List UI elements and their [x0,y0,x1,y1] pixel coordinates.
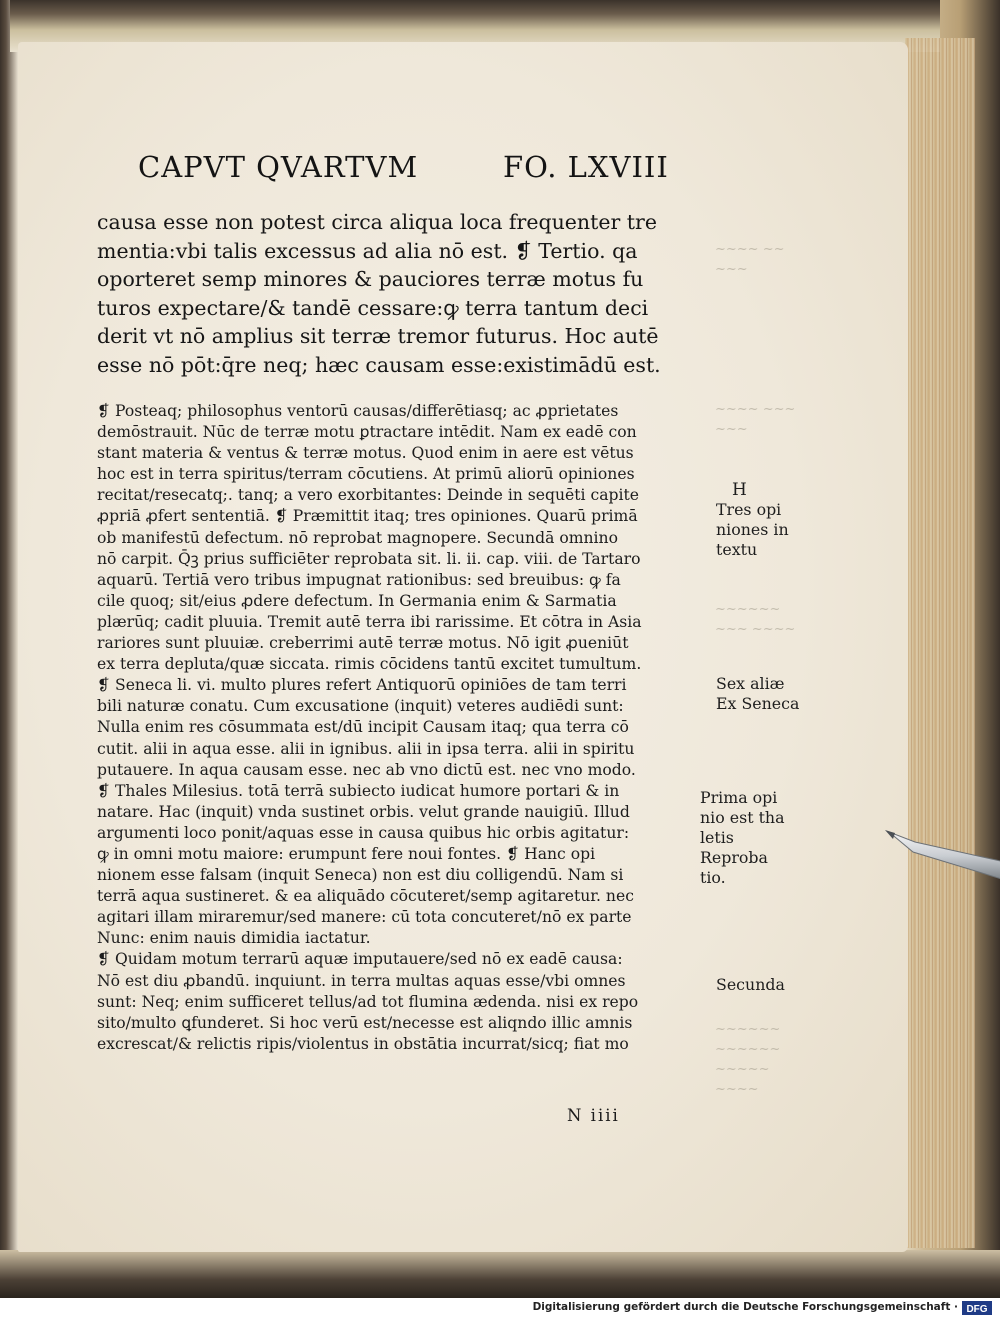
bleed-through-text: ~~~~~~ ~~~ ~~~~ [715,602,796,637]
text-line: excrescat/& relictis ripis/violentus in obstātia incurrat/sicq; fiat mo [97,1034,629,1053]
text-line: rariores sunt pluuiæ. creberrimi autē terræ motus. Nō igit ꝓueniūt [97,634,629,653]
margin-note-line: Reproba [700,848,768,867]
text-line: ❡ Seneca li. vi. multo plures refert Antiquorū opiniōes de tam terri [97,676,627,695]
text-line: ❡ Quidam motum terrarū aquæ imputauere/sed nō ex eadē causa: [97,950,623,969]
text-line: putauere. In aqua causam esse. nec ab vno dictū est. nec vno modo. [97,760,636,779]
text-line: sunt: Neq; enim sufficeret tellus/ad tot flumina ædenda. nisi ex repo [97,992,639,1011]
text-line: ob manifestū defectum. nō reprobat magnopere. Secundā omnino [97,528,618,547]
text-line: ꝓpriā ꝓfert sententiā. ❡ Præmittit itaq; tres opiniones. Quarū primā [97,507,638,526]
text-line: argumenti loco ponit/aquas esse in causa quibus hic orbis agitatur: [97,823,630,842]
dfg-logo-icon [962,1301,992,1315]
text-line: turos expectare/& tandē cessare:ꝙ terra tantum deci [97,295,649,320]
margin-letter-h: H [732,480,747,500]
text-line: nionem esse falsam (inquit Seneca) non est diu colligendū. Nam si [97,866,624,885]
footer-bar [0,1298,1000,1319]
margin-note-line: Sex aliæ [716,674,785,693]
dfg-logo-text: DFG [966,1304,988,1315]
margin-note-line: Tres opi [716,500,782,519]
book-bottom-shadow [0,1250,1000,1298]
chapter-title: CAPVT QVARTVM [138,150,419,184]
margin-note-line: textu [716,540,758,559]
text-line: mentia:vbi talis excessus ad alia nō est. ❡ Tertio. qa [97,238,638,263]
text-line: bili naturæ conatu. Cum excusatione (inquit) veteres audiēdi sunt: [97,697,624,716]
text-line: cile quoq; sit/eius ꝓdere defectum. In Germania enim & Sarmatia [97,591,617,610]
margin-note-tres-opiniones [716,500,789,560]
bleed-through-text: ~~~~ ~~~ ~~~ [715,402,796,437]
footer-credit: Digitalisierung gefördert durch die Deutsche Forschungsgemeinschaft · [532,1301,958,1313]
text-line: sito/multo ꝗfunderet. Si hoc verū est/necesse est aliqndo illic amnis [97,1013,633,1032]
text-line: Nulla enim res cōsummata est/dū incipit Causam itaq; qua terra cō [97,718,629,737]
text-line: oporteret semp minores & pauciores terræ motus fu [97,267,644,292]
margin-note-sex-aliae [716,674,799,714]
margin-note-secunda: Secunda [716,975,785,994]
text-line: demōstrauit. Nūc de terræ motu ꝑtractare intēdit. Nam ex eadē con [97,423,637,442]
text-line: Nunc: enim nauis dimidia iactatur. [97,929,371,948]
text-line: causa esse non potest circa aliqua loca frequenter tre [97,210,657,234]
text-line: hoc est in terra spiritus/terram cōcutiens. At primū aliorū opiniones [97,465,635,484]
margin-note-line: tio. [700,868,726,887]
text-line: terrā aqua sustineret. & ea aliquādo cōcuteret/semp agitaretur. nec [97,887,634,906]
page-edges [905,38,975,1248]
margin-note-line: niones in [716,520,789,539]
text-line: Nō est diu ꝓbandū. inquiunt. in terra multas aquas esse/vbi omnes [97,971,626,990]
signature-mark: N iiii [567,1106,620,1125]
text-line: stant materia & ventus & terræ motus. Quod enim in aere est vētus [97,444,634,463]
commentary-text [97,401,697,1055]
margin-note-line: Ex Seneca [716,694,800,713]
bleed-through-text: ~~~~~~ ~~~~~~ ~~~~~ ~~~~ [715,1022,781,1097]
text-line: aquarū. Tertiā vero tribus impugnat rationibus: sed breuibus: ꝙ fa [97,570,621,589]
pen-pointer [885,822,1000,880]
text-line: natare. Hac (inquit) vnda sustinet orbis. velut grande nauigiū. Illud [97,802,630,821]
margin-note-line: nio est tha [700,808,785,827]
text-line: recitat/resecatq;. tanq; a vero exorbitantes: Deinde in sequēti capite [97,486,639,505]
main-text-large [97,208,697,380]
running-header [138,150,698,190]
margin-note-prima-opinio [700,788,785,888]
text-line: ❡ Posteaq; philosophus ventorū causas/differētiasq; ac ꝓprietates [97,402,619,420]
bleed-through-text: ~~~~ ~~ ~~~ [715,242,785,277]
text-line: ❡ Thales Milesius. totā terrā subiecto iudicat humore portari & in [97,781,620,800]
text-line: nō carpit. Q̄ꝫ prius sufficiēter reprobata sit. li. ii. cap. viii. de Tartaro [97,549,641,568]
margin-note-line: Prima opi [700,788,778,807]
text-line: cutit. alii in aqua esse. alii in ignibus. alii in ipsa terra. alii in spiritu [97,739,635,758]
folio-number: FO. LXVIII [503,150,669,184]
text-line: esse nō pōt:q̄re neq; hæc causam esse:existimādū est. [97,352,661,377]
text-line: ꝙ in omni motu maiore: erumpunt fere noui fontes. ❡ Hanc opi [97,844,596,863]
text-line: agitari illam miraremur/sed manere: cū tota concuteret/nō ex parte [97,908,632,927]
text-line: derit vt nō amplius sit terræ tremor futurus. Hoc autē [97,324,659,349]
text-line: plærūq; cadit pluuia. Tremit autē terra ibi rarissime. Et cōtra in Asia [97,612,642,631]
margin-note-line: letis [700,828,734,847]
text-line: ex terra depluta/quæ siccata. rimis cōcidens tantū excitet tumultum. [97,655,642,674]
